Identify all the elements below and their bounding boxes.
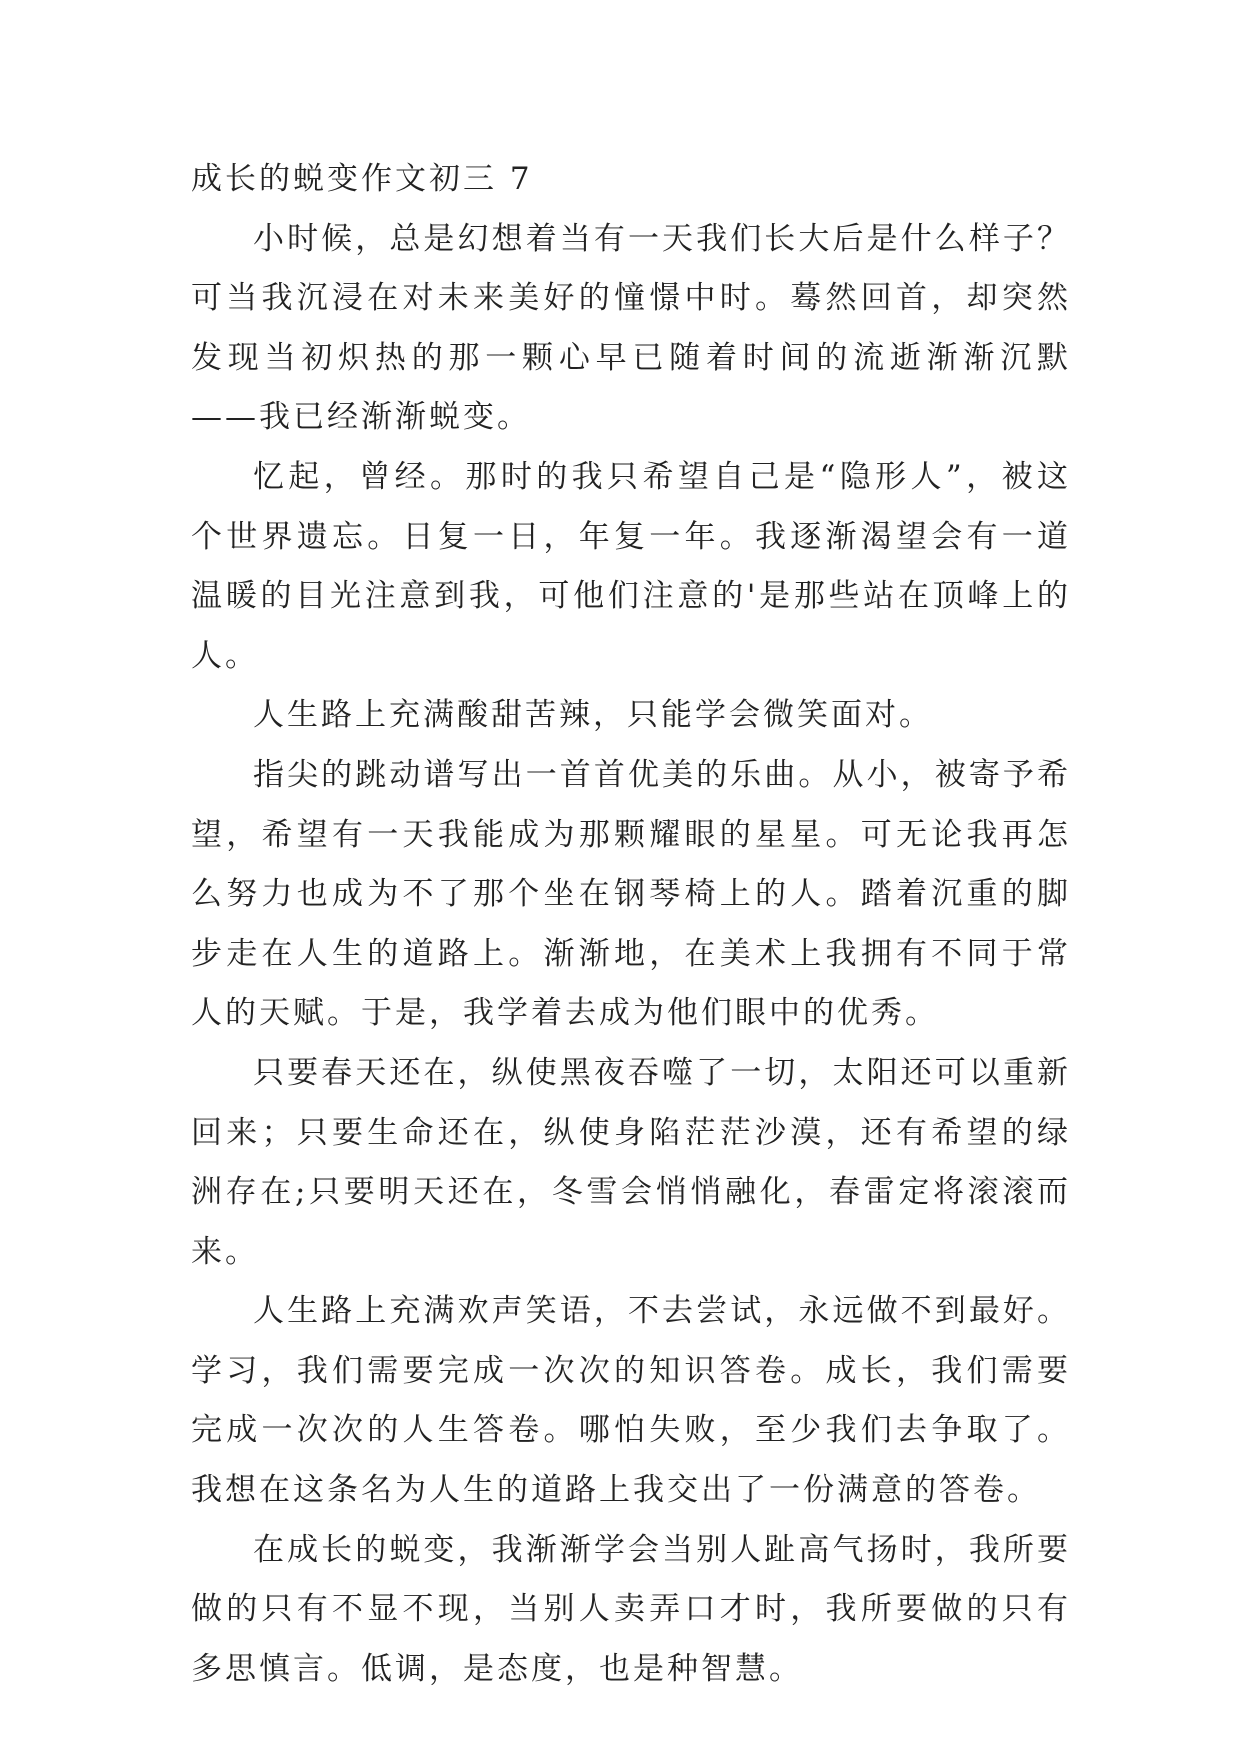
paragraph-6: 人生路上充满欢声笑语，不去尝试，永远做不到最好。学习，我们需要完成一次次的知识答卷。成长，我们需要完成一次次的人生答卷。哪怕失败，至少我们去争取了。我想在这条名为人生的道路上我交出了一份满意的答卷。	[191, 1293, 1071, 1509]
page-title: 成长的蜕变作文初三 7	[191, 161, 533, 197]
paragraph-1: 小时候，总是幻想着当有一天我们长大后是什么样子？可当我沉浸在对未来美好的憧憬中时。蓦然回首，却突然发现当初炽热的那一颗心早已随着时间的流逝渐渐沉默——我已经渐渐蜕变。	[191, 220, 1071, 436]
paragraph-3: 人生路上充满酸甜苦辣，只能学会微笑面对。	[253, 697, 933, 734]
paragraph-5: 只要春天还在，纵使黑夜吞噬了一切，太阳还可以重新回来；只要生命还在，纵使身陷茫茫沙漠，还有希望的绿洲存在;只要明天还在，冬雪会悄悄融化，春雷定将滚滚而来。	[191, 1054, 1071, 1270]
paragraph-4: 指尖的跳动谱写出一首首优美的乐曲。从小，被寄予希望，希望有一天我能成为那颗耀眼的星星。可无论我再怎么努力也成为不了那个坐在钢琴椅上的人。踏着沉重的脚步走在人生的道路上。渐渐地，在美术上我拥有不同于常人的天赋。于是，我学着去成为他们眼中的优秀。	[191, 756, 1071, 1032]
paragraph-7: 在成长的蜕变，我渐渐学会当别人趾高气扬时，我所要做的只有不显不现，当别人卖弄口才时，我所要做的只有多思慎言。低调，是态度，也是种智慧。	[191, 1531, 1071, 1687]
document-body	[191, 150, 1071, 1699]
paragraph-2: 忆起，曾经。那时的我只希望自己是“隐形人”，被这个世界遗忘。日复一日，年复一年。我逐渐渴望会有一道温暖的目光注意到我，可他们注意的'是那些站在顶峰上的人。	[191, 458, 1071, 674]
